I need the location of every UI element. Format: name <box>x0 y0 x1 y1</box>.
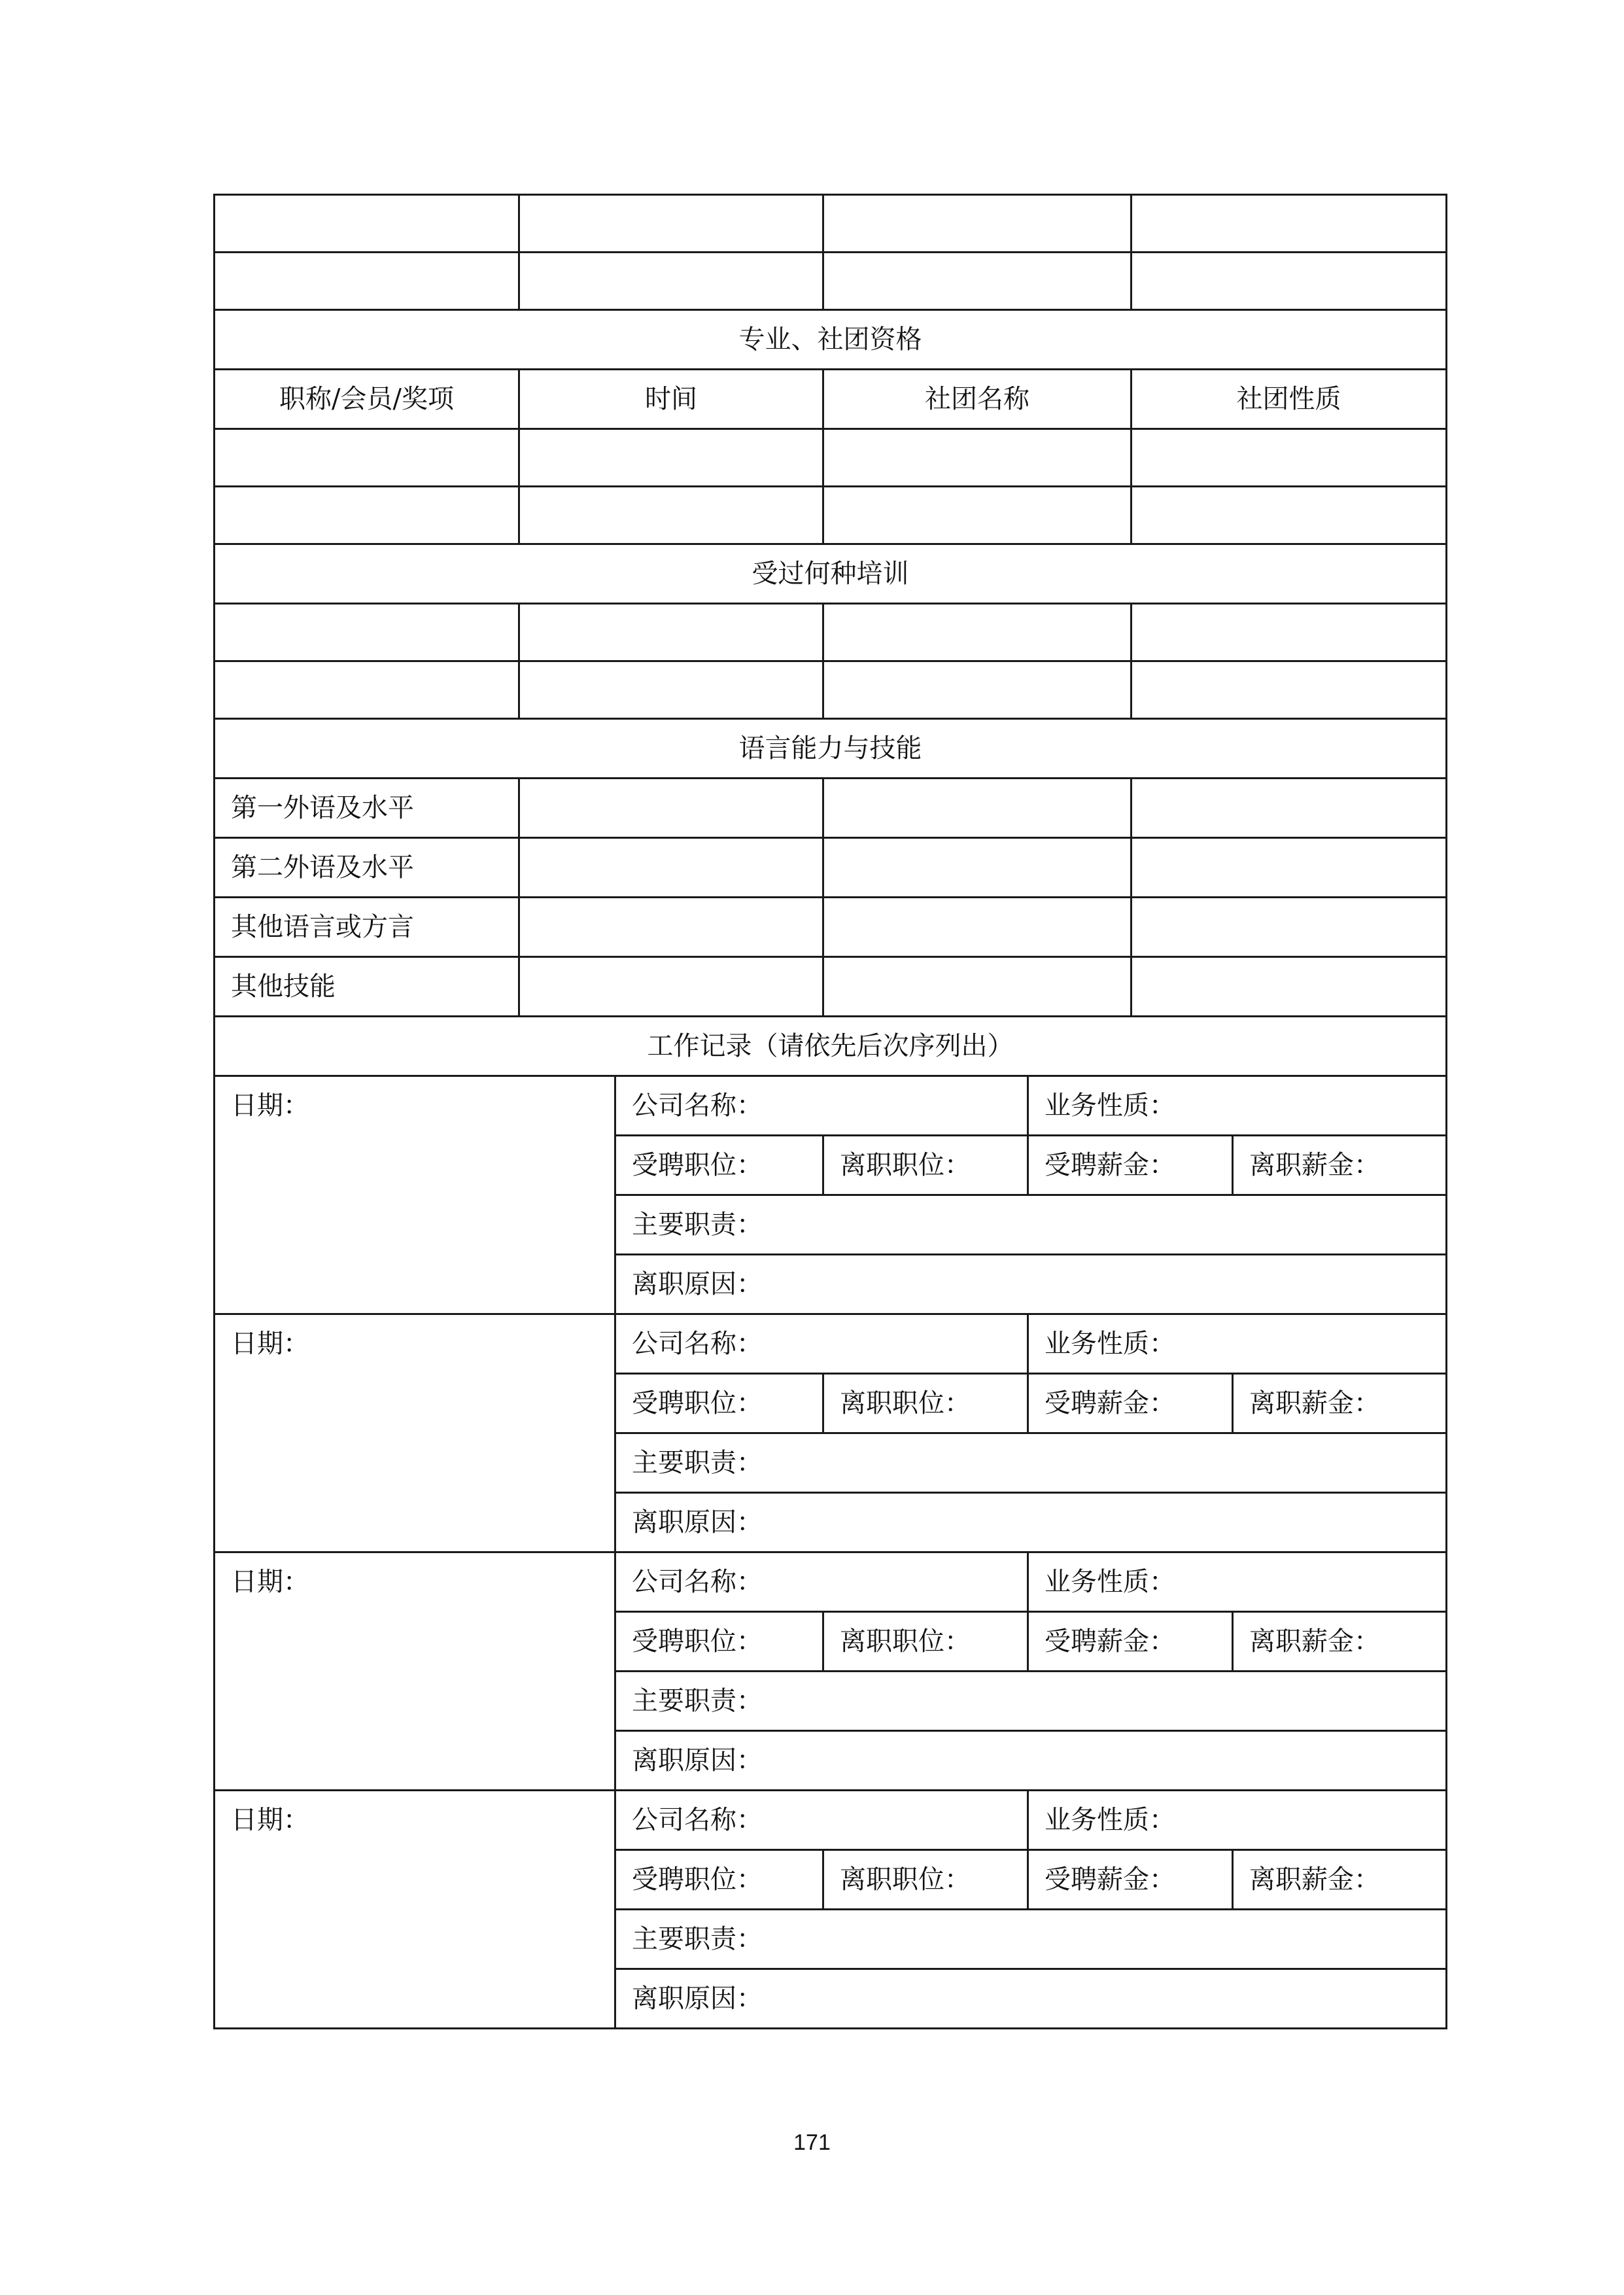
work-leave-salary-field[interactable]: 离职薪金： <box>1233 1612 1447 1672</box>
work-row-company <box>215 1314 1447 1374</box>
language-input-cell[interactable] <box>823 779 1132 838</box>
language-row <box>215 838 1447 898</box>
work-hired-position-field[interactable]: 受聘职位： <box>615 1850 823 1910</box>
language-label-second-foreign: 第二外语及水平 <box>215 838 519 898</box>
qual-entry-row <box>215 429 1447 487</box>
qual-input-cell[interactable] <box>823 429 1132 487</box>
language-input-cell[interactable] <box>1132 779 1447 838</box>
header-time: 时间 <box>519 370 823 429</box>
work-date-cell[interactable]: 日期： <box>215 1552 615 1791</box>
language-input-cell[interactable] <box>823 957 1132 1017</box>
qual-input-cell[interactable] <box>823 487 1132 544</box>
work-leave-reason-field[interactable]: 离职原因： <box>615 1493 1447 1552</box>
work-business-nature-field[interactable]: 业务性质： <box>1028 1314 1447 1374</box>
header-society-name: 社团名称 <box>823 370 1132 429</box>
blank-row <box>215 195 1447 253</box>
work-leave-position-field[interactable]: 离职职位： <box>823 1612 1028 1672</box>
language-row <box>215 898 1447 957</box>
section-heading-qualifications: 专业、社团资格 <box>215 310 1447 370</box>
work-business-nature-field[interactable]: 业务性质： <box>1028 1552 1447 1612</box>
language-row <box>215 779 1447 838</box>
qual-entry-row <box>215 487 1447 544</box>
training-input-cell[interactable] <box>215 604 519 661</box>
section-row-qualifications <box>215 310 1447 370</box>
section-row-work <box>215 1017 1447 1076</box>
training-entry-row <box>215 661 1447 719</box>
work-leave-reason-field[interactable]: 离职原因： <box>615 1731 1447 1791</box>
language-input-cell[interactable] <box>1132 957 1447 1017</box>
section-heading-language: 语言能力与技能 <box>215 719 1447 779</box>
qual-input-cell[interactable] <box>1132 487 1447 544</box>
work-leave-salary-field[interactable]: 离职薪金： <box>1233 1850 1447 1910</box>
work-hired-salary-field[interactable]: 受聘薪金： <box>1028 1850 1233 1910</box>
work-leave-position-field[interactable]: 离职职位： <box>823 1374 1028 1433</box>
work-main-duties-field[interactable]: 主要职责： <box>615 1433 1447 1493</box>
header-title-member-award: 职称/会员/奖项 <box>215 370 519 429</box>
qual-input-cell[interactable] <box>215 429 519 487</box>
qual-input-cell[interactable] <box>519 429 823 487</box>
work-main-duties-field[interactable]: 主要职责： <box>615 1195 1447 1255</box>
blank-cell[interactable] <box>215 253 519 310</box>
work-leave-salary-field[interactable]: 离职薪金： <box>1233 1136 1447 1195</box>
language-input-cell[interactable] <box>1132 838 1447 898</box>
work-row-company <box>215 1791 1447 1850</box>
language-label-other-dialect: 其他语言或方言 <box>215 898 519 957</box>
work-leave-reason-field[interactable]: 离职原因： <box>615 1969 1447 2029</box>
training-input-cell[interactable] <box>823 604 1132 661</box>
qual-input-cell[interactable] <box>215 487 519 544</box>
work-company-name-field[interactable]: 公司名称： <box>615 1552 1028 1612</box>
language-input-cell[interactable] <box>1132 898 1447 957</box>
language-input-cell[interactable] <box>519 838 823 898</box>
training-input-cell[interactable] <box>519 661 823 719</box>
work-business-nature-field[interactable]: 业务性质： <box>1028 1791 1447 1850</box>
page-number: 171 <box>793 2130 831 2155</box>
work-leave-position-field[interactable]: 离职职位： <box>823 1850 1028 1910</box>
work-company-name-field[interactable]: 公司名称： <box>615 1791 1028 1850</box>
training-input-cell[interactable] <box>823 661 1132 719</box>
blank-cell[interactable] <box>519 253 823 310</box>
work-main-duties-field[interactable]: 主要职责： <box>615 1910 1447 1969</box>
section-heading-work-record: 工作记录（请依先后次序列出） <box>215 1017 1447 1076</box>
work-hired-salary-field[interactable]: 受聘薪金： <box>1028 1374 1233 1433</box>
section-heading-training: 受过何种培训 <box>215 544 1447 604</box>
blank-cell[interactable] <box>823 195 1132 253</box>
qual-header-row <box>215 370 1447 429</box>
work-date-cell[interactable]: 日期： <box>215 1076 615 1314</box>
language-input-cell[interactable] <box>519 898 823 957</box>
qual-input-cell[interactable] <box>519 487 823 544</box>
training-input-cell[interactable] <box>519 604 823 661</box>
section-row-language <box>215 719 1447 779</box>
work-date-cell[interactable]: 日期： <box>215 1314 615 1552</box>
training-input-cell[interactable] <box>1132 604 1447 661</box>
header-society-nature: 社团性质 <box>1132 370 1447 429</box>
work-company-name-field[interactable]: 公司名称： <box>615 1314 1028 1374</box>
language-row <box>215 957 1447 1017</box>
application-form-table <box>213 194 1447 2029</box>
training-entry-row <box>215 604 1447 661</box>
language-input-cell[interactable] <box>823 838 1132 898</box>
section-row-training <box>215 544 1447 604</box>
blank-cell[interactable] <box>823 253 1132 310</box>
language-label-other-skills: 其他技能 <box>215 957 519 1017</box>
work-leave-reason-field[interactable]: 离职原因： <box>615 1255 1447 1314</box>
blank-cell[interactable] <box>215 195 519 253</box>
language-input-cell[interactable] <box>519 957 823 1017</box>
work-main-duties-field[interactable]: 主要职责： <box>615 1672 1447 1731</box>
work-row-company <box>215 1076 1447 1136</box>
work-leave-salary-field[interactable]: 离职薪金： <box>1233 1374 1447 1433</box>
blank-row <box>215 253 1447 310</box>
work-hired-salary-field[interactable]: 受聘薪金： <box>1028 1612 1233 1672</box>
work-company-name-field[interactable]: 公司名称： <box>615 1076 1028 1136</box>
work-date-cell[interactable]: 日期： <box>215 1791 615 2029</box>
training-input-cell[interactable] <box>215 661 519 719</box>
language-label-first-foreign: 第一外语及水平 <box>215 779 519 838</box>
work-leave-position-field[interactable]: 离职职位： <box>823 1136 1028 1195</box>
blank-cell[interactable] <box>1132 195 1447 253</box>
work-hired-position-field[interactable]: 受聘职位： <box>615 1612 823 1672</box>
blank-cell[interactable] <box>519 195 823 253</box>
training-input-cell[interactable] <box>1132 661 1447 719</box>
qual-input-cell[interactable] <box>1132 429 1447 487</box>
language-input-cell[interactable] <box>519 779 823 838</box>
work-hired-position-field[interactable]: 受聘职位： <box>615 1136 823 1195</box>
work-business-nature-field[interactable]: 业务性质： <box>1028 1076 1447 1136</box>
work-hired-position-field[interactable]: 受聘职位： <box>615 1374 823 1433</box>
work-row-company <box>215 1552 1447 1612</box>
blank-cell[interactable] <box>1132 253 1447 310</box>
work-hired-salary-field[interactable]: 受聘薪金： <box>1028 1136 1233 1195</box>
language-input-cell[interactable] <box>823 898 1132 957</box>
